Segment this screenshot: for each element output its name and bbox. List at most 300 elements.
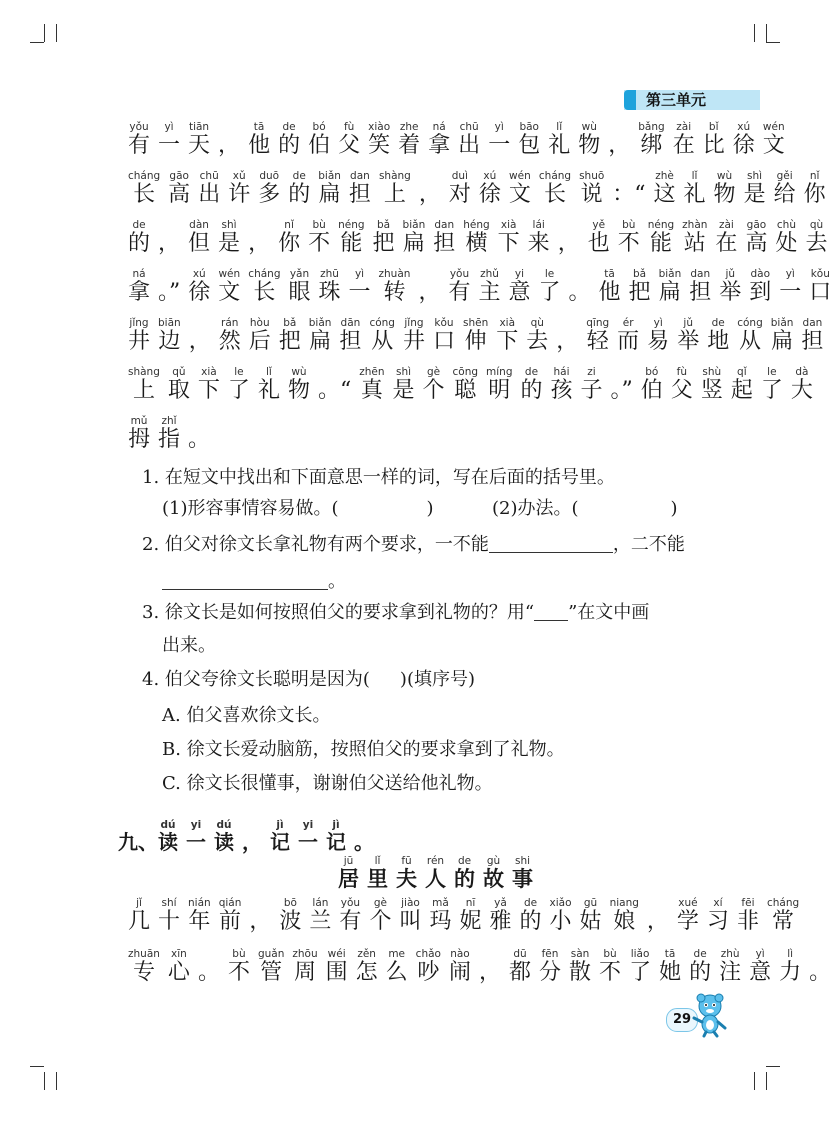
hanzi-char <box>677 317 700 354</box>
hanzi-base: 的 <box>519 909 542 934</box>
hanzi-base: 来 <box>527 231 550 256</box>
pinyin: bù <box>227 948 250 960</box>
pinyin: shì <box>218 219 241 231</box>
hanzi-base: 这 <box>653 182 676 207</box>
pinyin <box>608 121 630 133</box>
hanzi-char <box>415 948 441 985</box>
unit-banner-tab <box>624 90 636 110</box>
hanzi-char <box>288 170 311 207</box>
hanzi-char <box>508 170 531 207</box>
hanzi-base: 井 <box>402 329 425 354</box>
hanzi-char <box>214 819 234 854</box>
hanzi-char <box>227 948 250 985</box>
hanzi-base: ， <box>556 329 579 354</box>
punctuation <box>249 909 271 934</box>
pinyin: jǔ <box>719 268 742 280</box>
hanzi-base: 的 <box>288 182 311 207</box>
hanzi-base: ， <box>242 830 262 854</box>
option-b: B. 徐文长爱动脑筋，按照伯父的要求拿到了礼物。 <box>162 739 565 760</box>
hanzi-char <box>429 897 452 934</box>
pinyin: nǐ <box>803 170 826 182</box>
pinyin: yì <box>488 121 511 133</box>
hanzi-char <box>548 121 571 158</box>
hanzi-char <box>188 268 211 305</box>
hanzi-base: 物 <box>713 182 736 207</box>
question-4-suffix: )(填序号) <box>399 669 475 690</box>
hanzi-base: ， <box>249 909 272 934</box>
pinyin: de <box>519 897 542 909</box>
hanzi-char <box>318 170 341 207</box>
crop-mark-top-right-h <box>766 42 780 43</box>
pinyin <box>189 317 211 329</box>
pinyin: néng <box>647 219 675 231</box>
hanzi-base: 学 <box>676 909 699 934</box>
hanzi-base: 人 <box>425 867 446 891</box>
hanzi-base: 举 <box>677 329 700 354</box>
hanzi-char <box>396 855 417 891</box>
punctuation <box>809 960 831 985</box>
hanzi-base: 处 <box>775 231 798 256</box>
hanzi-char <box>168 170 191 207</box>
hanzi-base: 到 <box>749 280 772 305</box>
hanzi-base: 天 <box>188 133 211 158</box>
hanzi-base: 不 <box>599 960 622 985</box>
question-1a <box>162 497 434 521</box>
pinyin: de <box>707 317 730 329</box>
pinyin: shì <box>743 170 766 182</box>
pinyin: bō <box>279 897 302 909</box>
hanzi-base: 礼 <box>683 182 706 207</box>
hanzi-base: 扁 <box>658 280 682 305</box>
crop-mark-top-left-h <box>30 42 44 43</box>
punctuation <box>569 280 591 305</box>
pinyin: cóng <box>369 317 395 329</box>
hanzi-char <box>339 897 362 934</box>
punctuation <box>556 329 578 354</box>
hanzi-base: 竖 <box>700 378 723 403</box>
pinyin <box>419 170 441 182</box>
pinyin: yi <box>186 819 206 831</box>
pinyin: xiào <box>368 121 391 133</box>
pinyin: fù <box>338 121 361 133</box>
pinyin: yě <box>587 219 610 231</box>
text-line <box>128 948 831 1000</box>
hanzi-base: 下 <box>197 378 220 403</box>
hanzi-char <box>359 366 385 403</box>
unit-banner <box>624 90 760 110</box>
hanzi-base: 徐 <box>478 182 501 207</box>
hanzi-base: 波 <box>279 909 302 934</box>
pinyin: biǎn <box>770 317 794 329</box>
hanzi-char <box>463 219 490 256</box>
hanzi-base: 了 <box>760 378 783 403</box>
crop-mark-top-right-v <box>754 24 755 42</box>
pinyin: gù <box>483 855 504 867</box>
hanzi-base: 明 <box>486 378 513 403</box>
hanzi-char <box>188 897 211 934</box>
hanzi-base: 真 <box>359 378 385 403</box>
pinyin: de <box>454 855 475 867</box>
pinyin: qù <box>805 219 828 231</box>
hanzi-base: 妮 <box>459 909 482 934</box>
hanzi-base: 记 <box>326 830 346 854</box>
question-1a-prefix: (1)形容事情容易做。( <box>162 498 339 519</box>
pinyin: jǐng <box>128 317 150 329</box>
hanzi-base: 玛 <box>429 909 452 934</box>
hanzi-base: 出 <box>198 182 221 207</box>
answer-blank-2b[interactable] <box>162 571 328 590</box>
hanzi-char <box>803 170 826 207</box>
hanzi-base: 散 <box>569 960 592 985</box>
hanzi-char <box>459 897 482 934</box>
pinyin: rán <box>218 317 241 329</box>
hanzi-char <box>670 366 693 403</box>
pinyin: cháng <box>248 268 281 280</box>
hanzi-base: 管 <box>257 960 285 985</box>
hanzi-base: 担 <box>348 182 371 207</box>
pinyin: zhēn <box>359 366 385 378</box>
hanzi-base: 娘 <box>609 909 639 934</box>
pinyin: yi <box>298 819 318 831</box>
hanzi-base: 一 <box>298 830 318 854</box>
hanzi-base: 后 <box>248 329 271 354</box>
pinyin: biǎn <box>658 268 682 280</box>
hanzi-char <box>339 317 362 354</box>
hanzi-base: 的 <box>454 867 475 891</box>
hanzi-base: 专 <box>128 960 160 985</box>
hanzi-base: 徐 <box>188 280 211 305</box>
hanzi-char <box>448 948 471 985</box>
punctuation <box>189 329 211 354</box>
story-passage-2 <box>128 897 831 1000</box>
hanzi-char <box>713 170 736 207</box>
punctuation <box>419 182 441 207</box>
hanzi-base: 注 <box>719 960 742 985</box>
hanzi-base: 闹 <box>448 960 471 985</box>
pinyin: zhǐ <box>158 415 181 427</box>
hanzi-char <box>672 121 695 158</box>
hanzi-char <box>770 317 794 354</box>
pinyin: bù <box>617 219 640 231</box>
text-line <box>128 416 708 465</box>
hanzi-base: 高 <box>745 231 768 256</box>
pinyin: shàng <box>128 366 160 378</box>
hanzi-base: 从 <box>737 329 763 354</box>
hanzi-base: ， <box>557 231 580 256</box>
pinyin: lǐ <box>257 366 280 378</box>
crop-mark-top-left-v <box>44 24 45 42</box>
hanzi-base: 担 <box>801 329 824 354</box>
pinyin: lán <box>309 897 332 909</box>
pinyin: yǒu <box>128 121 151 133</box>
hanzi-char <box>719 948 742 985</box>
hanzi-base: 你 <box>278 231 301 256</box>
hanzi-base: 意 <box>508 280 531 305</box>
hanzi-base: 从 <box>369 329 395 354</box>
hanzi-base: 去 <box>805 231 828 256</box>
crop-mark-bottom-left-h <box>30 1066 44 1067</box>
pinyin <box>249 897 271 909</box>
hanzi-base: 下 <box>497 231 520 256</box>
pinyin: lái <box>527 219 550 231</box>
hanzi-base: 年 <box>188 909 211 934</box>
hanzi-char <box>278 317 301 354</box>
hanzi-base: 是 <box>392 378 415 403</box>
hanzi-char <box>338 855 359 891</box>
hanzi-char <box>257 366 280 403</box>
pinyin: lì <box>779 948 802 960</box>
hanzi-char <box>730 366 753 403</box>
hanzi-base: 文 <box>218 280 241 305</box>
hanzi-base: 一 <box>779 280 802 305</box>
crop-mark-top-right-v2 <box>766 24 767 42</box>
pinyin: le <box>760 366 783 378</box>
hanzi-base: 记 <box>270 830 290 854</box>
pinyin: rén <box>425 855 446 867</box>
pinyin: shì <box>392 366 415 378</box>
pinyin: dan <box>348 170 371 182</box>
hanzi-char <box>433 219 456 256</box>
hanzi-base: 。 <box>188 427 211 452</box>
pinyin: yǒu <box>339 897 362 909</box>
hanzi-char <box>737 317 763 354</box>
question-4-prefix: 4. 伯父夸徐文长聪明是因为( <box>142 669 370 690</box>
hanzi-char <box>779 268 802 305</box>
hanzi-base: 有 <box>128 133 151 158</box>
pinyin <box>158 219 180 231</box>
pinyin <box>198 948 220 960</box>
hanzi-base: 也 <box>587 231 610 256</box>
hanzi-base: 分 <box>539 960 562 985</box>
pinyin <box>809 948 831 960</box>
pinyin: yi <box>508 268 531 280</box>
pinyin: shēn <box>462 317 489 329</box>
pinyin <box>354 819 374 831</box>
hanzi-char <box>486 366 513 403</box>
hanzi-char <box>580 366 603 403</box>
pinyin: le <box>227 366 250 378</box>
hanzi-char <box>198 170 221 207</box>
hanzi-base: 长 <box>128 182 161 207</box>
hanzi-char <box>308 121 331 158</box>
hanzi-char <box>638 121 665 158</box>
crop-mark-bottom-right-h <box>766 1066 780 1067</box>
hanzi-char <box>287 366 310 403</box>
hanzi-base: 习 <box>706 909 729 934</box>
pinyin <box>558 219 580 231</box>
hanzi-char <box>128 948 160 985</box>
question-1b <box>492 497 678 521</box>
hanzi-char <box>385 948 408 985</box>
pinyin: kǒu <box>809 268 831 280</box>
hanzi-char <box>586 317 610 354</box>
hanzi-base: 常 <box>766 909 800 934</box>
hanzi-base: 兰 <box>309 909 332 934</box>
hanzi-base: 举 <box>719 280 742 305</box>
punctuation <box>318 378 351 403</box>
hanzi-base: 口 <box>809 280 831 305</box>
hanzi-char <box>658 268 682 305</box>
hanzi-char <box>617 317 640 354</box>
hanzi-char <box>462 317 489 354</box>
hanzi-char <box>318 268 341 305</box>
hanzi-base: 扁 <box>308 329 332 354</box>
crop-mark-bottom-left-v <box>44 1072 45 1090</box>
hanzi-base: 把 <box>628 280 651 305</box>
hanzi-char <box>719 268 742 305</box>
pinyin: yì <box>779 268 802 280</box>
hanzi-base: 文 <box>762 133 785 158</box>
hanzi-char <box>653 170 676 207</box>
pinyin: míng <box>486 366 513 378</box>
hanzi-base: 他 <box>598 280 621 305</box>
hanzi-base: ， <box>158 231 181 256</box>
hanzi-char <box>676 897 699 934</box>
hanzi-char <box>519 897 542 934</box>
hanzi-char <box>392 366 415 403</box>
pinyin: cōng <box>452 366 479 378</box>
hanzi-char <box>422 366 445 403</box>
hanzi-char <box>805 219 828 256</box>
pinyin: fù <box>670 366 693 378</box>
text-line <box>128 219 828 269</box>
pinyin <box>556 317 578 329</box>
pinyin: jǔ <box>677 317 700 329</box>
text-line <box>128 268 831 318</box>
pinyin: mǔ <box>128 415 151 427</box>
hanzi-base: 读 <box>214 830 234 854</box>
pinyin <box>188 415 210 427</box>
hanzi-char <box>158 819 178 854</box>
hanzi-char <box>128 121 151 158</box>
hanzi-char <box>647 317 670 354</box>
pinyin: jǐng <box>402 317 425 329</box>
question-2-middle: ，二不能 <box>612 534 685 555</box>
hanzi-base: 意 <box>749 960 772 985</box>
hanzi-base: 易 <box>647 329 670 354</box>
question-2b-suffix: 。 <box>328 571 346 592</box>
pinyin: xú <box>478 170 501 182</box>
hanzi-base: 把 <box>372 231 395 256</box>
pinyin: bù <box>599 948 622 960</box>
pinyin: jì <box>270 819 290 831</box>
hanzi-base: 地 <box>707 329 730 354</box>
hanzi-base: 转 <box>378 280 411 305</box>
hanzi-base: ， <box>418 280 441 305</box>
question-3-prefix: 3. 徐文长是如何按照伯父的要求拿到礼物的？用“ <box>142 602 535 623</box>
mascot-icon <box>688 992 728 1036</box>
hanzi-base: 一 <box>488 133 511 158</box>
hanzi-char <box>197 366 220 403</box>
pinyin: néng <box>338 219 365 231</box>
hanzi-base: 。” <box>158 280 181 305</box>
hanzi-base: 事 <box>512 867 533 891</box>
hanzi-char <box>378 170 411 207</box>
hanzi-base: 里 <box>367 867 388 891</box>
pinyin: bó <box>308 121 331 133</box>
crop-mark-bottom-left-v2 <box>56 1072 57 1090</box>
pinyin: yì <box>647 317 670 329</box>
hanzi-char <box>402 219 426 256</box>
pinyin: xú <box>732 121 755 133</box>
hanzi-char <box>736 897 759 934</box>
punctuation <box>647 909 669 934</box>
pinyin: qián <box>218 897 242 909</box>
pinyin: zài <box>672 121 695 133</box>
hanzi-char <box>790 366 813 403</box>
hanzi-base: 担 <box>339 329 362 354</box>
hanzi-base: 说 <box>579 182 605 207</box>
hanzi-base: 一 <box>186 830 206 854</box>
hanzi-char <box>745 219 768 256</box>
hanzi-base: 比 <box>702 133 725 158</box>
text-line <box>128 366 813 416</box>
hanzi-base: 有 <box>448 280 471 305</box>
pinyin: de <box>520 366 543 378</box>
hanzi-base: 几 <box>128 909 151 934</box>
hanzi-base: ， <box>218 133 241 158</box>
hanzi-base: 孩 <box>550 378 573 403</box>
hanzi-char <box>683 170 706 207</box>
pinyin: biān <box>158 317 181 329</box>
hanzi-char <box>428 121 451 158</box>
pinyin: yì <box>749 948 772 960</box>
punctuation <box>198 960 220 985</box>
pinyin <box>248 219 270 231</box>
hanzi-char <box>348 268 371 305</box>
punctuation <box>242 830 262 854</box>
hanzi-base: 担 <box>689 280 712 305</box>
hanzi-base: 十 <box>158 909 181 934</box>
hanzi-base: 前 <box>218 909 242 934</box>
pinyin: shí <box>158 897 181 909</box>
hanzi-base: 扁 <box>318 182 341 207</box>
crop-mark-top-left-v2 <box>56 24 57 42</box>
hanzi-char <box>579 170 605 207</box>
hanzi-char <box>309 897 332 934</box>
pinyin: dào <box>749 268 772 280</box>
hanzi-char <box>526 317 549 354</box>
answer-blank-2a[interactable] <box>489 534 613 553</box>
hanzi-base: 长 <box>538 182 572 207</box>
pinyin: biǎn <box>308 317 332 329</box>
hanzi-base: 但 <box>188 231 211 256</box>
hanzi-base: 起 <box>730 378 753 403</box>
pinyin: shàng <box>378 170 411 182</box>
hanzi-base: 聪 <box>452 378 479 403</box>
hanzi-char <box>707 317 730 354</box>
option-a: A. 伯父喜欢徐文长。 <box>162 705 331 726</box>
hanzi-base: 雅 <box>489 909 512 934</box>
hanzi-base: 。 <box>568 280 591 305</box>
pinyin: wén <box>762 121 785 133</box>
story-passage-1 <box>128 121 831 465</box>
hanzi-char <box>749 948 772 985</box>
hanzi-base: 不 <box>227 960 250 985</box>
hanzi-char <box>167 366 190 403</box>
pinyin: dú <box>214 819 234 831</box>
pinyin: zhū <box>318 268 341 280</box>
hanzi-base: 拿 <box>128 280 151 305</box>
hanzi-base: 出 <box>458 133 481 158</box>
hanzi-base: 。 <box>354 830 374 854</box>
pinyin: bǎng <box>638 121 665 133</box>
hanzi-base: 物 <box>578 133 601 158</box>
hanzi-base: 轻 <box>586 329 610 354</box>
pinyin: chù <box>775 219 798 231</box>
hanzi-char <box>278 219 301 256</box>
pinyin: zhǔ <box>478 268 501 280</box>
